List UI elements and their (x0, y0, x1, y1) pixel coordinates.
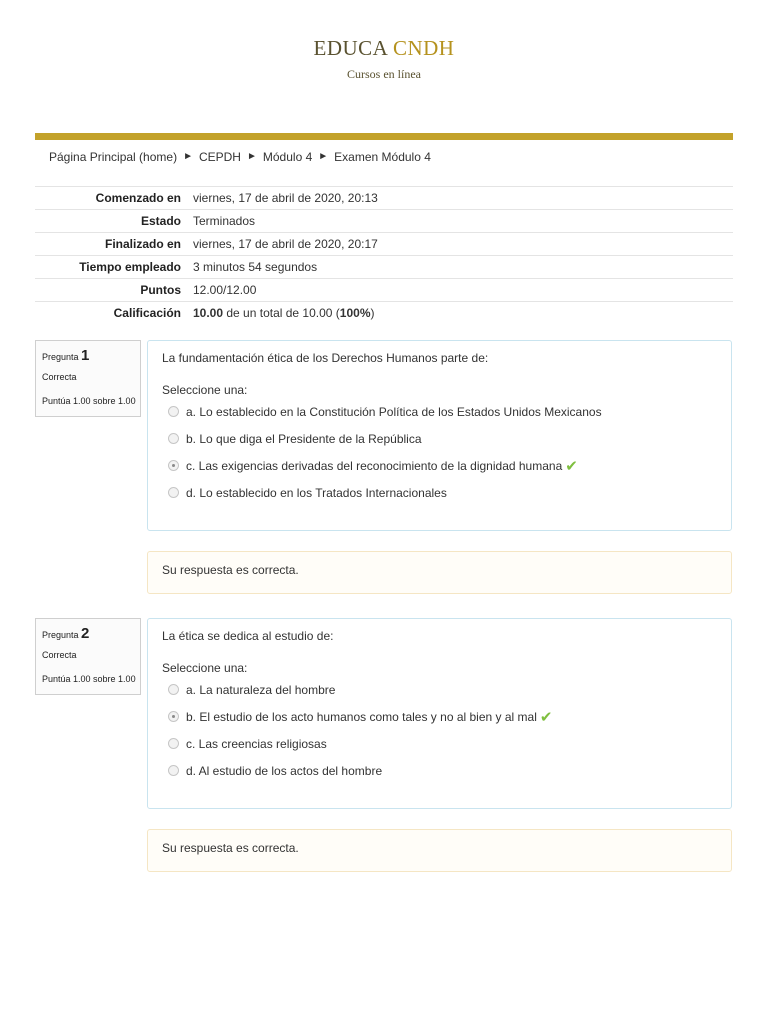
question-number (42, 624, 140, 644)
radio-button-selected[interactable] (168, 711, 179, 722)
answer-option (162, 425, 717, 452)
grade-end: ) (370, 306, 375, 320)
triangle-right-icon: ► (318, 151, 329, 162)
summary-label: Comenzado en (95, 191, 181, 205)
radio-button[interactable] (168, 765, 179, 776)
radio-button-selected[interactable] (168, 460, 179, 471)
question-info (35, 340, 141, 417)
answer-option (162, 757, 717, 784)
summary-row-time (35, 256, 733, 279)
question-feedback: Su respuesta es correcta. (147, 829, 732, 872)
grade-score: 10.00 (193, 306, 224, 320)
breadcrumb-module[interactable]: Módulo 4 (262, 150, 313, 164)
grade-mid: de un total de 10.00 ( (223, 306, 340, 320)
question-info (35, 618, 141, 695)
triangle-right-icon: ► (183, 151, 193, 162)
summary-label: Estado (140, 214, 181, 228)
answer-prompt: Seleccione una: (162, 661, 248, 675)
summary-row-grade (35, 302, 733, 325)
summary-label: Finalizado en (104, 237, 181, 251)
question-content (147, 618, 732, 809)
question-content (147, 340, 732, 531)
brand-part2: CNDH (392, 36, 455, 60)
summary-value: 12.00/12.00 (193, 283, 257, 297)
question-feedback: Su respuesta es correcta. (147, 551, 732, 594)
question-number-value: 2 (81, 625, 90, 642)
answer-option-label: b. Lo que diga el Presidente de la República (186, 431, 422, 446)
answer-option (162, 479, 717, 506)
radio-button[interactable] (168, 487, 179, 498)
radio-button[interactable] (168, 406, 179, 417)
answer-prompt: Seleccione una: (162, 383, 248, 397)
answer-option (162, 730, 717, 757)
summary-row-started (35, 187, 733, 210)
checkmark-icon: ✔ (565, 457, 578, 475)
summary-row-state (35, 210, 733, 233)
summary-row-finished (35, 233, 733, 256)
summary-label: Calificación (113, 306, 181, 320)
question-grade: Puntúa 1.00 sobre 1.00 (42, 674, 136, 685)
answer-option-label: d. Lo establecido en los Tratados Internacionales (186, 485, 447, 500)
answer-option-label: c. Las creencias religiosas (186, 736, 327, 751)
summary-label: Tiempo empleado (79, 260, 181, 274)
breadcrumb-course[interactable]: CEPDH (198, 150, 241, 164)
summary-row-points (35, 279, 733, 302)
checkmark-icon: ✔ (539, 708, 553, 726)
question-grade: Puntúa 1.00 sobre 1.00 (42, 396, 136, 407)
answer-option (162, 452, 717, 479)
question-text: La ética se dedica al estudio de: (162, 629, 334, 643)
breadcrumb (49, 150, 431, 164)
brand-part1: EDUCA (313, 36, 388, 60)
site-tagline: Cursos en línea (347, 67, 421, 81)
question-state: Correcta (42, 371, 77, 382)
breadcrumb-exam[interactable]: Examen Módulo 4 (334, 150, 431, 164)
question-number (42, 346, 140, 366)
question-number-value: 1 (81, 347, 90, 364)
question-text: La fundamentación ética de los Derechos Humanos parte de: (162, 351, 489, 365)
question-prefix: Pregunta (42, 630, 79, 640)
attempt-summary-table (35, 186, 733, 324)
answer-option (162, 676, 717, 703)
summary-grade-value (187, 302, 733, 325)
site-logo[interactable] (0, 36, 768, 61)
summary-value: 3 minutos 54 segundos (193, 260, 318, 274)
summary-value: viernes, 17 de abril de 2020, 20:13 (193, 191, 378, 205)
answer-option (162, 398, 717, 425)
radio-button[interactable] (168, 433, 179, 444)
answer-option-label: d. Al estudio de los actos del hombre (186, 763, 383, 778)
triangle-right-icon: ► (246, 151, 257, 162)
breadcrumb-home[interactable]: Página Principal (home) (49, 150, 178, 164)
summary-value: viernes, 17 de abril de 2020, 20:17 (193, 237, 378, 251)
answer-option-label: a. Lo establecido en la Constitución Política de los Estados Unidos Mexicanos (186, 404, 602, 419)
answer-option-label: c. Las exigencias derivadas del reconocimiento de la dignidad humana (186, 458, 563, 473)
answer-option-label: b. El estudio de los acto humanos como tales y no al bien y al mal (186, 709, 537, 724)
summary-value: Terminados (193, 214, 256, 228)
answer-option-label: a. La naturaleza del hombre (186, 682, 336, 697)
question-state: Correcta (42, 649, 77, 660)
answer-option (162, 703, 717, 730)
header-divider (35, 133, 733, 140)
grade-percent: 100% (339, 306, 371, 320)
question-prefix: Pregunta (42, 352, 79, 362)
radio-button[interactable] (168, 684, 179, 695)
summary-label: Puntos (140, 283, 181, 297)
radio-button[interactable] (168, 738, 179, 749)
